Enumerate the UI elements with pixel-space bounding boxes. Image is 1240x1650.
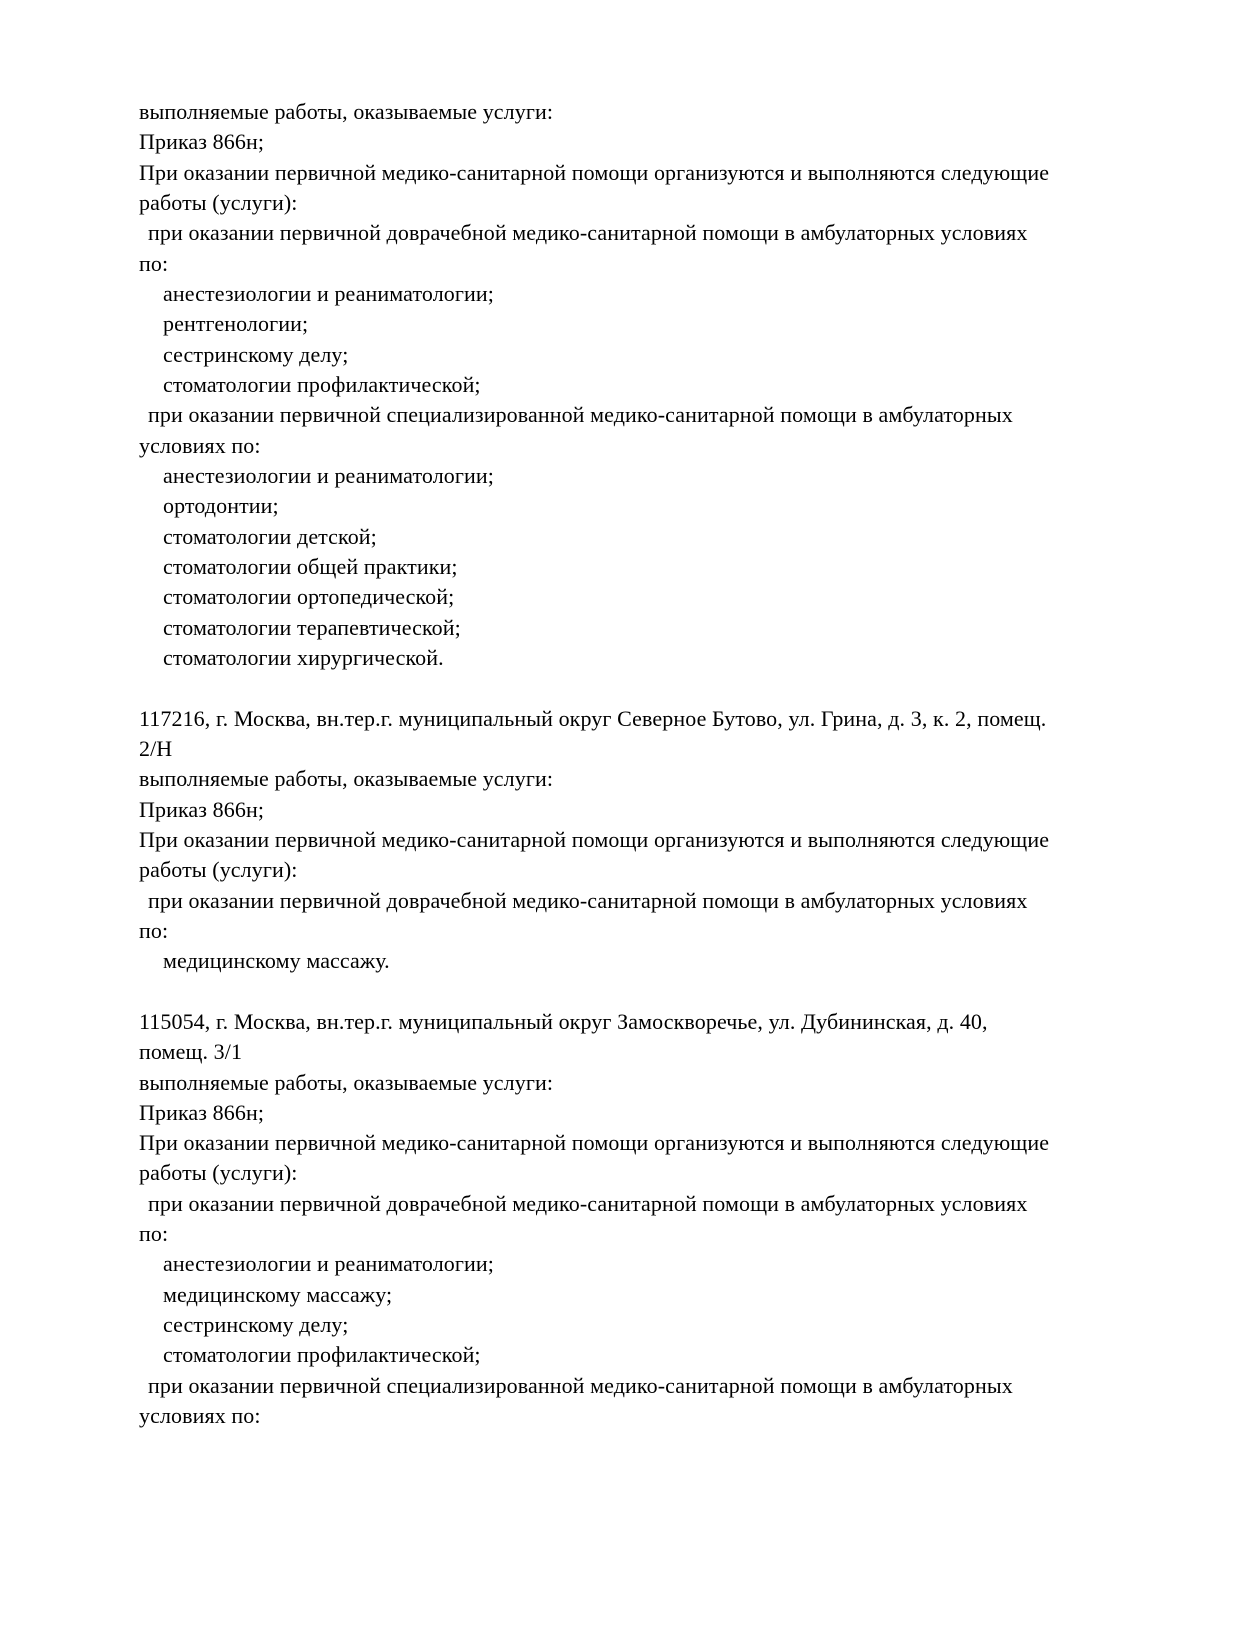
text-line: при оказании первичной доврачебной медико-санитарной помощи в амбулаторных условиях: [148, 220, 1028, 246]
text-line: При оказании первичной медико-санитарной помощи организуются и выполняются следующие: [139, 159, 1050, 185]
text-line: выполняемые работы, оказываемые услуги:: [139, 99, 554, 124]
text-line: стоматологии общей практики;: [163, 553, 458, 579]
text-line: ортодонтии;: [163, 493, 279, 519]
works-list-continuation-section: [139, 97, 1201, 673]
text-line: работы (услуги):: [139, 189, 298, 215]
text-line: стоматологии профилактической;: [163, 371, 481, 397]
text-line: При оказании первичной медико-санитарной помощи организуются и выполняются следующие: [139, 826, 1050, 852]
text-line: выполняемые работы, оказываемые услуги:: [139, 766, 554, 792]
address-line: 2/Н: [139, 735, 173, 761]
address-117216-section: [139, 704, 1201, 977]
text-line: условиях по:: [139, 432, 261, 458]
text-line: выполняемые работы, оказываемые услуги:: [139, 1069, 554, 1095]
text-line: Приказ 866н;: [139, 1099, 265, 1125]
text-line: по:: [139, 917, 169, 943]
text-line: работы (услуги):: [139, 1160, 298, 1186]
text-line: медицинскому массажу;: [163, 1281, 393, 1307]
text-line: стоматологии хирургической.: [163, 644, 444, 670]
text-line: при оказании первичной доврачебной медико-санитарной помощи в амбулаторных условиях: [148, 1190, 1028, 1216]
text-line: сестринскому делу;: [163, 1312, 349, 1338]
document-body: [139, 97, 1201, 1431]
text-line: по:: [139, 250, 169, 276]
text-line: стоматологии профилактической;: [163, 1342, 481, 1368]
text-line: рентгенологии;: [163, 311, 309, 337]
text-line: по:: [139, 1221, 169, 1247]
address-line: 115054, г. Москва, вн.тер.г. муниципальный округ Замоскворечье, ул. Дубининская, д. 40,: [139, 1008, 988, 1034]
text-line: анестезиологии и реаниматологии;: [163, 1251, 494, 1277]
address-line: помещ. 3/1: [139, 1039, 243, 1065]
text-line: Приказ 866н;: [139, 796, 265, 822]
text-line: анестезиологии и реаниматологии;: [163, 280, 494, 306]
text-line: Приказ 866н;: [139, 129, 265, 155]
text-line: медицинскому массажу.: [163, 948, 390, 974]
address-line: 117216, г. Москва, вн.тер.г. муниципальный округ Северное Бутово, ул. Грина, д. 3, к. 2, помещ.: [139, 705, 1047, 731]
text-line: при оказании первичной специализированной медико-санитарной помощи в амбулаторных: [148, 1372, 1013, 1398]
text-line: при оказании первичной доврачебной медико-санитарной помощи в амбулаторных условиях: [148, 887, 1028, 913]
text-line: работы (услуги):: [139, 857, 298, 883]
text-line: сестринскому делу;: [163, 341, 349, 367]
text-line: условиях по:: [139, 1403, 261, 1429]
address-115054-section: [139, 1007, 1201, 1432]
text-line: при оказании первичной специализированной медико-санитарной помощи в амбулаторных: [148, 402, 1013, 428]
text-line: При оказании первичной медико-санитарной помощи организуются и выполняются следующие: [139, 1130, 1050, 1156]
text-line: стоматологии терапевтической;: [163, 614, 461, 640]
text-line: стоматологии детской;: [163, 523, 377, 549]
text-line: стоматологии ортопедической;: [163, 584, 455, 610]
text-line: анестезиологии и реаниматологии;: [163, 462, 494, 488]
